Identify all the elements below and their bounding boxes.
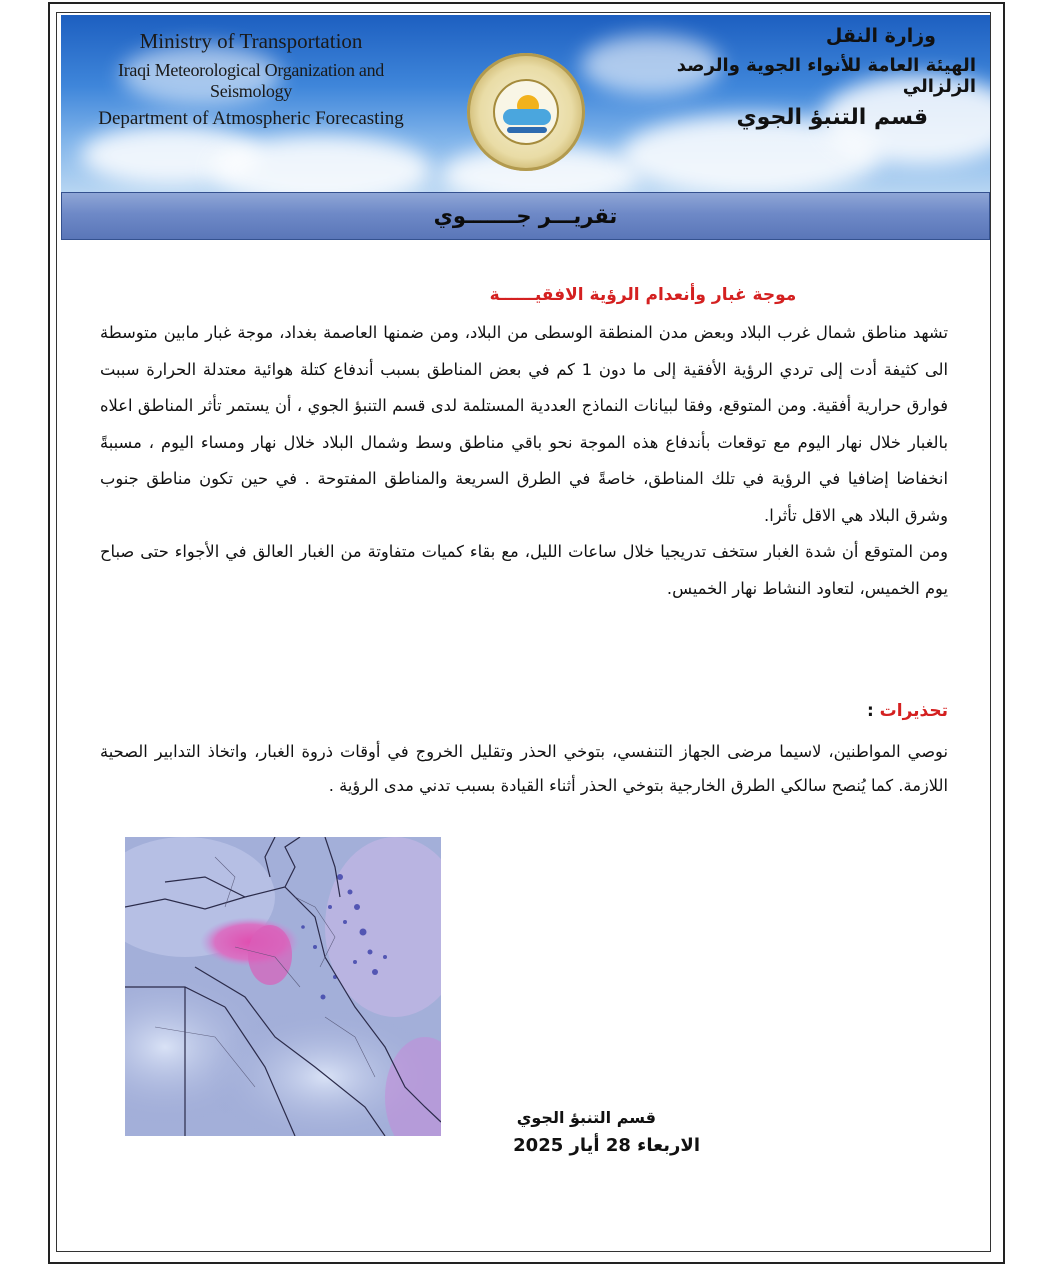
signature-block bbox=[500, 1108, 700, 1156]
ministry-name-en: Ministry of Transportation bbox=[139, 29, 363, 53]
signature-date: الاربعاء 28 أيار 2025 bbox=[513, 1135, 700, 1156]
dust-map-graphic bbox=[125, 837, 441, 1136]
dept-name-en: Department of Atmospheric Forecasting bbox=[98, 108, 404, 129]
signature-dept: قسم التنبؤ الجوي bbox=[516, 1108, 656, 1127]
cloud-icon bbox=[503, 109, 551, 125]
paragraph-1: تشهد مناطق شمال غرب البلاد وبعض مدن المنطقة الوسطى من البلاد، ومن ضمنها العاصمة بغداد، موجة غبار مابين متوسطة الى كثيفة أدت إلى تردي الرؤية الأفقية إلى ما دون 1 كم في بعض المناطق بسبب أندفاع كتلة هوائية معتدلة الحرارة سببت فوارق حرارية أفقية. ومن المتوقع، وفقا لبيانات النماذج العددية المستلمة لدى قسم التنبؤ الجوي ، أن يستمر تأثر المناطق اعلاه بالغبار خلال نهار اليوم مع توقعات بأندفاع هذه الموجة نحو باقي مناطق وسط وشمال البلاد خلال نهار ومساء اليوم ، مسببةً انخفاضا إضافيا في الرؤية في تلك المناطق، خاصةً في الطرق السريعة والمناطق المفتوحة . في حين تكون مناطق جنوب وشرق البلاد هي الاقل تأثرا. bbox=[100, 323, 948, 525]
arabic-heading bbox=[676, 25, 976, 130]
warnings-colon: : bbox=[866, 701, 880, 721]
headline: موجة غبار وأنعدام الرؤية الافقيــــــة bbox=[489, 285, 797, 305]
report-body bbox=[100, 285, 948, 607]
org-name-ar: الهيئة العامة للأنواء الجوية والرصد الزلزالي bbox=[676, 55, 976, 97]
paragraph-2: ومن المتوقع أن شدة الغبار ستخف تدريجيا خلال ساعات الليل، مع بقاء كميات متفاوتة من الغبار العالق في الأجواء حتى صباح يوم الخميس، لتعاود النشاط نهار الخميس. bbox=[100, 542, 948, 598]
warnings-text: نوصي المواطنين، لاسيما مرضى الجهاز التنفسي، بتوخي الحذر وتقليل الخروج في أوقات ذروة الغبار، واتخاذ التدابير الصحية اللازمة. كما يُنصح سالكي الطرق الخارجية بتوخي الحذر أثناء القيادة بسبب تدني مدى الرؤية . bbox=[100, 742, 948, 795]
ministry-name-ar: وزارة النقل bbox=[825, 25, 936, 47]
warnings-heading bbox=[867, 701, 948, 721]
warnings-title: تحذيرات bbox=[879, 701, 948, 721]
organization-logo bbox=[467, 53, 585, 171]
report-title-bar bbox=[61, 192, 990, 240]
report-title: تقريـــر جـــــــوي bbox=[433, 204, 618, 228]
satellite-dust-map bbox=[125, 837, 441, 1136]
org-name-en: Iraqi Meteorological Organization and Seismology bbox=[118, 60, 384, 101]
letterhead bbox=[61, 15, 990, 193]
english-heading bbox=[81, 29, 421, 130]
dept-name-ar: قسم التنبؤ الجوي bbox=[736, 105, 928, 130]
